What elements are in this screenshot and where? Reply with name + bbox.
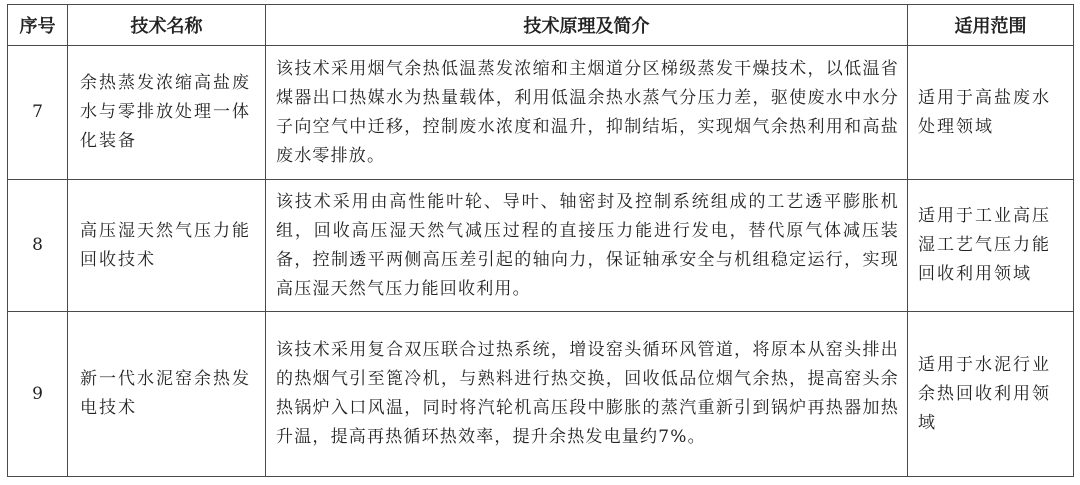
row-serial-number: 7 — [8, 46, 68, 180]
table-row — [8, 46, 1074, 180]
header-technology-principle: 技术原理及简介 — [266, 5, 908, 46]
row-application-scope: 适用于高盐废水处理领域 — [908, 46, 1074, 180]
row-technology-principle: 该技术采用烟气余热低温蒸发浓缩和主烟道分区梯级蒸发干燥技术，以低温省煤器出口热媒水为热量载体，利用低温余热水蒸气分压力差，驱使废水中水分子向空气中迁移，控制废水浓度和温升，抑制结垢，实现烟气余热利用和高盐废水零排放。 — [266, 46, 908, 180]
row-serial-number: 9 — [8, 312, 68, 477]
row-technology-principle: 该技术采用复合双压联合过热系统，增设窑头循环风管道，将原本从窑头排出的热烟气引至篦冷机，与熟料进行热交换，回收低品位烟气余热，提高窑头余热锅炉入口风温，同时将汽轮机高压段中膨胀的蒸汽重新引到锅炉再热器加热升温，提高再热循环热效率，提升余热发电量约7%。 — [266, 312, 908, 477]
header-application-scope: 适用范围 — [908, 5, 1074, 46]
table-row — [8, 312, 1074, 477]
table-header-row — [8, 5, 1074, 46]
technology-table — [7, 4, 1074, 477]
row-application-scope: 适用于水泥行业余热回收利用领域 — [908, 312, 1074, 477]
row-technology-name: 高压湿天然气压力能回收技术 — [68, 180, 266, 312]
row-technology-principle: 该技术采用由高性能叶轮、导叶、轴密封及控制系统组成的工艺透平膨胀机组，回收高压湿天然气减压过程的直接压力能进行发电，替代原气体减压装备，控制透平两侧高压差引起的轴向力，保证轴承安全与机组稳定运行，实现高压湿天然气压力能回收利用。 — [266, 180, 908, 312]
row-technology-name: 新一代水泥窑余热发电技术 — [68, 312, 266, 477]
row-serial-number: 8 — [8, 180, 68, 312]
row-application-scope: 适用于工业高压湿工艺气压力能回收利用领域 — [908, 180, 1074, 312]
table-row — [8, 180, 1074, 312]
header-technology-name: 技术名称 — [68, 5, 266, 46]
row-technology-name: 余热蒸发浓缩高盐废水与零排放处理一体化装备 — [68, 46, 266, 180]
header-serial-number: 序号 — [8, 5, 68, 46]
